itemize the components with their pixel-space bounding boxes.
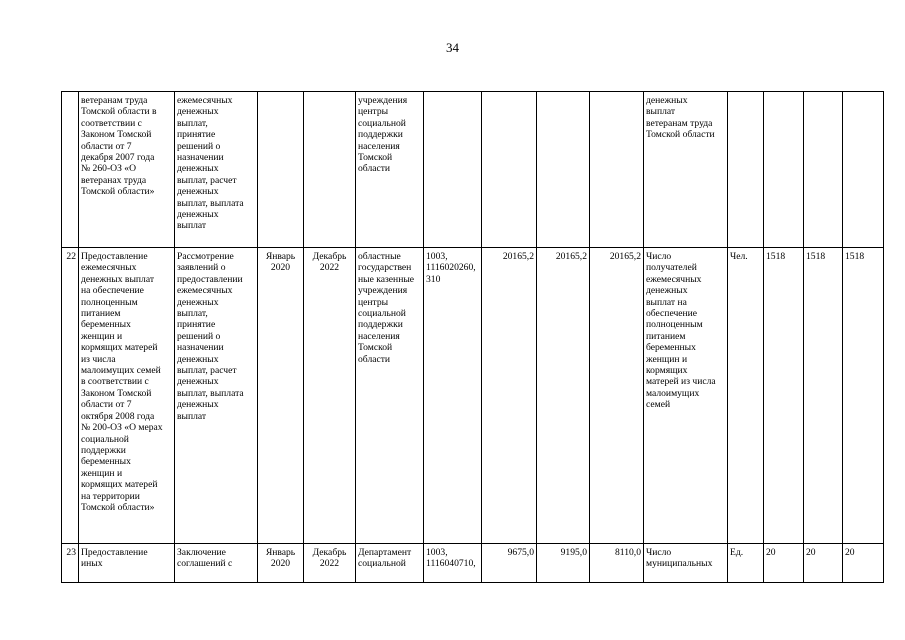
plan-2021: 20 [804,544,843,583]
funding-2022 [590,92,644,248]
end-date: Декабрь 2022 [304,248,356,544]
funding-2022: 8110,0 [590,544,644,583]
start-date: Январь 2020 [258,544,304,583]
plan-2020: 20 [764,544,804,583]
start-date: Январь 2020 [258,248,304,544]
table-row [62,92,884,248]
funding-2020: 9675,0 [482,544,537,583]
plan-2022 [843,92,884,248]
table-row [62,248,884,544]
funding-2021: 20165,2 [537,248,590,544]
unit: Ед. [728,544,764,583]
table-row [62,544,884,583]
funding-2020: 20165,2 [482,248,537,544]
funding-2022: 20165,2 [590,248,644,544]
end-date: Декабрь 2022 [304,544,356,583]
unit: Чел. [728,248,764,544]
budget-code: 1003, 1116020260, 310 [424,248,482,544]
funding-2020 [482,92,537,248]
start-date [258,92,304,248]
page-number: 34 [446,40,459,55]
activity-action: ежемесячных денежных выплат, принятие решений о назначении денежных выплат, расчет денежных выплат, выплата денежных выплат [175,92,258,248]
end-date [304,92,356,248]
funding-2021 [537,92,590,248]
indicator: денежных выплат ветеранам труда Томской области [644,92,728,248]
plan-2021: 1518 [804,248,843,544]
row-number [62,92,79,248]
executor: областные государствен ные казенные учреждения центры социальной поддержки населения Томской области [356,248,424,544]
budget-code: 1003, 1116040710, [424,544,482,583]
activity-action: Заключение соглашений с [175,544,258,583]
plan-2020 [764,92,804,248]
executor: Департамент социальной [356,544,424,583]
plan-2022: 20 [843,544,884,583]
program-activities-table [61,91,884,583]
row-number: 22 [62,248,79,544]
activity-name: Предоставление иных [79,544,175,583]
indicator: Число получателей ежемесячных денежных выплат на обеспечение полноценным питанием беременных женщин и кормящих матерей из числа малоимущих семей [644,248,728,544]
budget-code [424,92,482,248]
activity-action: Рассмотрение заявлений о предоставлении ежемесячных денежных выплат, принятие решений о назначении денежных выплат, расчет денежных выплат, выплата денежных выплат [175,248,258,544]
row-number: 23 [62,544,79,583]
funding-2021: 9195,0 [537,544,590,583]
unit [728,92,764,248]
plan-2020: 1518 [764,248,804,544]
indicator: Число муниципальных [644,544,728,583]
activity-name: ветеранам труда Томской области в соответствии с Законом Томской области от 7 декабря 2007 года № 260-ОЗ «О ветеранах труда Томской области» [79,92,175,248]
activity-name: Предоставление ежемесячных денежных выплат на обеспечение полноценным питанием беременных женщин и кормящих матерей из числа малоимущих семей в соответствии с Законом Томской области от 7 октября 2008 года № 200-ОЗ «О мерах социальной поддержки беременных женщин и кормящих матерей на территории Томской области» [79,248,175,544]
plan-2021 [804,92,843,248]
executor: учреждения центры социальной поддержки населения Томской области [356,92,424,248]
plan-2022: 1518 [843,248,884,544]
